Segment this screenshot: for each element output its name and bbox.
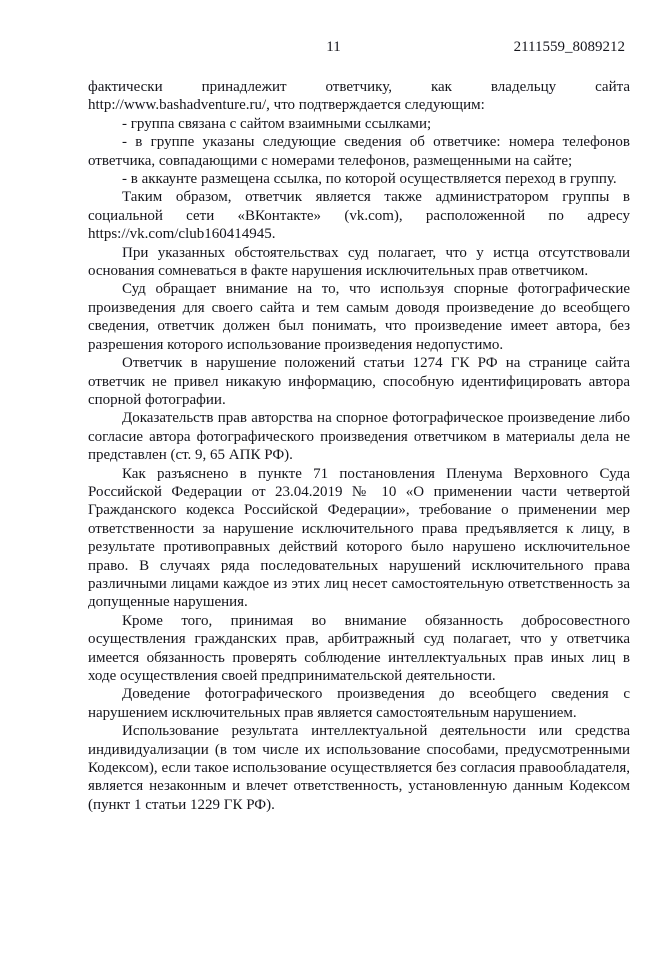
paragraph: - в аккаунте размещена ссылка, по которой осуществляется переход в группу. [122,171,617,188]
paragraph: При указанных обстоятельствах суд полагает, что у истца отсутствовали основания сомневаться в факте нарушения исключительных прав ответчиком. [88,244,630,280]
paragraph: Ответчик в нарушение положений статьи 1274 ГК РФ на странице сайта ответчик не привел никакую информацию, способную идентифицировать автора спорной фотографии. [88,355,630,408]
page-number: 11 [326,39,341,55]
paragraph: фактически принадлежит ответчику, как владельцу сайта http://www.bashadventure.ru/, что подтверждается следующим: [88,79,630,114]
paragraph: Использование результата интеллектуальной деятельности или средства индивидуализации (в том числе их использование способами, предусмотренными Кодексом), если такое использование осуществляется без согласия правообладателя, является незаконным и влечет ответственность, установленную данным Кодексом (пункт 1 статьи 1229 ГК РФ). [88,723,630,813]
case-reference-number: 2111559_8089212 [513,39,625,55]
paragraph: Как разъяснено в пункте 71 постановления Пленума Верховного Суда Российской Федерации от 23.04.2019 № 10 «О применении части четвертой Гражданского кодекса Российской Федерации», требование о применении мер ответственности за нарушение исключительного права предъявляется к лицу, в результате противоправных действий которого было нарушено исключительное право. В случаях ряда последовательных нарушений исключительного права различными лицами каждое из этих лиц несет самостоятельную ответственность за допущенные нарушения. [88,465,630,611]
paragraph: Кроме того, принимая во внимание обязанность добросовестного осуществления гражданских прав, арбитражный суд полагает, что у ответчика имеется обязанность проверять соблюдение интеллектуальных прав иных лиц в ходе осуществления своей предпринимательской деятельности. [88,612,630,684]
paragraph: - группа связана с сайтом взаимными ссылками; [122,115,432,132]
document-body [88,78,630,814]
paragraph: - в группе указаны следующие сведения об ответчике: номера телефонов ответчика, совпадающими с номерами телефонов, размещенными на сайте; [88,134,630,169]
paragraph: Доведение фотографического произведения до всеобщего сведения с нарушением исключительных прав является самостоятельным нарушением. [88,686,630,721]
paragraph: Таким образом, ответчик является также администратором группы в социальной сети «ВКонтакте» (vk.com), расположенной по адресу https://vk.com/club160414945. [88,189,630,243]
paragraph: Доказательств прав авторства на спорное фотографическое произведение либо согласие автора фотографического произведения ответчиком в материалы дела не представлен (ст. 9, 65 АПК РФ). [88,410,630,464]
paragraph: Суд обращает внимание на то, что используя спорные фотографические произведения для своего сайта и тем самым доводя произведение до всеобщего сведения, ответчик должен был понимать, что произведение имеет автора, без разрешения которого использование произведения недопустимо. [88,281,630,353]
